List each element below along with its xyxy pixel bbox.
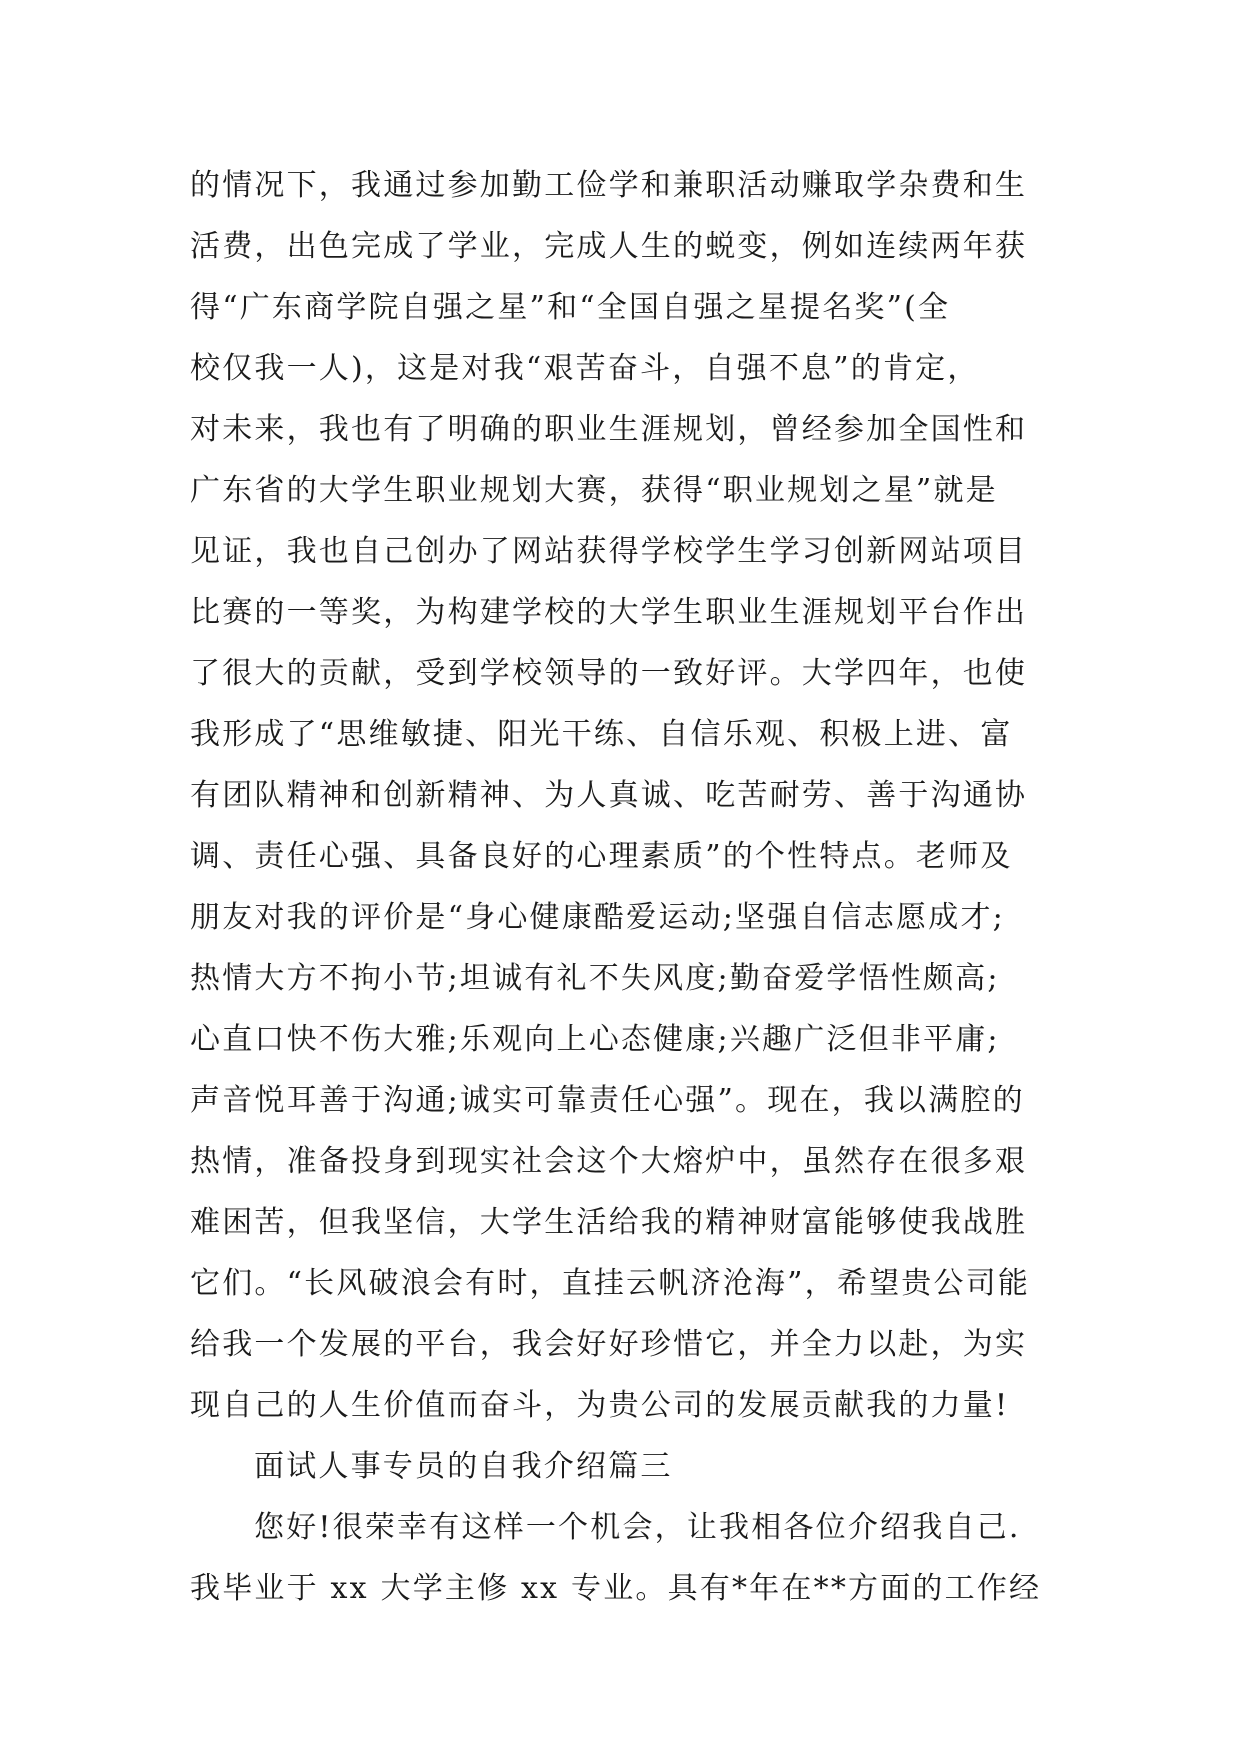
section-heading: 面试人事专员的自我介绍篇三 — [254, 1449, 673, 1484]
paragraph-line-16: 声音悦耳善于沟通;诚实可靠责任心强”。现在，我以满腔的 — [190, 1083, 1025, 1118]
paragraph-line-19: 它们。“长风破浪会有时，直挂云帆济沧海”，希望贵公司能 — [190, 1266, 1031, 1301]
paragraph-line-20: 给我一个发展的平台，我会好好珍惜它，并全力以赴，为实 — [190, 1327, 1028, 1362]
paragraph-line-14: 热情大方不拘小节;坦诚有礼不失风度;勤奋爱学悟性颇高; — [190, 961, 1000, 996]
paragraph-line-7: 见证，我也自己创办了网站获得学校学生学习创新网站项目 — [190, 534, 1028, 569]
paragraph-line-4: 校仅我一人)，这是对我“艰苦奋斗，自强不息”的肯定， — [190, 351, 980, 386]
paragraph-line-17: 热情，准备投身到现实社会这个大熔炉中，虽然存在很多艰 — [190, 1144, 1028, 1179]
paragraph-line-9: 了很大的贡献，受到学校领导的一致好评。大学四年，也使 — [190, 656, 1028, 691]
paragraph-line-15: 心直口快不伤大雅;乐观向上心态健康;兴趣广泛但非平庸; — [190, 1022, 1000, 1057]
section-line-1: 您好!很荣幸有这样一个机会，让我相各位介绍我自己. — [254, 1510, 1021, 1545]
paragraph-line-1: 的情况下，我通过参加勤工俭学和兼职活动赚取学杂费和生 — [190, 168, 1028, 203]
paragraph-line-13: 朋友对我的评价是“身心健康酷爱运动;坚强自信志愿成才; — [190, 900, 1005, 935]
paragraph-line-5: 对未来，我也有了明确的职业生涯规划，曾经参加全国性和 — [190, 412, 1028, 447]
paragraph-line-6: 广东省的大学生职业规划大赛，获得“职业规划之星”就是 — [190, 473, 998, 508]
paragraph-line-3: 得“广东商学院自强之星”和“全国自强之星提名奖”(全 — [190, 290, 951, 325]
document-body — [190, 155, 1050, 1619]
paragraph-line-21: 现自己的人生价值而奋斗，为贵公司的发展贡献我的力量! — [190, 1388, 1010, 1423]
paragraph-line-10: 我形成了“思维敏捷、阳光干练、自信乐观、积极上进、富 — [190, 717, 1013, 752]
paragraph-line-11: 有团队精神和创新精神、为人真诚、吃苦耐劳、善于沟通协 — [190, 778, 1028, 813]
paragraph-line-18: 难困苦，但我坚信，大学生活给我的精神财富能够使我战胜 — [190, 1205, 1028, 1240]
section-line-2: 我毕业于 xx 大学主修 xx 专业。具有*年在**方面的工作经 — [190, 1571, 1042, 1606]
paragraph-line-12: 调、责任心强、具备良好的心理素质”的个性特点。老师及 — [190, 839, 1013, 874]
paragraph-line-2: 活费，出色完成了学业，完成人生的蜕变，例如连续两年获 — [190, 229, 1028, 264]
paragraph-line-8: 比赛的一等奖，为构建学校的大学生职业生涯规划平台作出 — [190, 595, 1028, 630]
